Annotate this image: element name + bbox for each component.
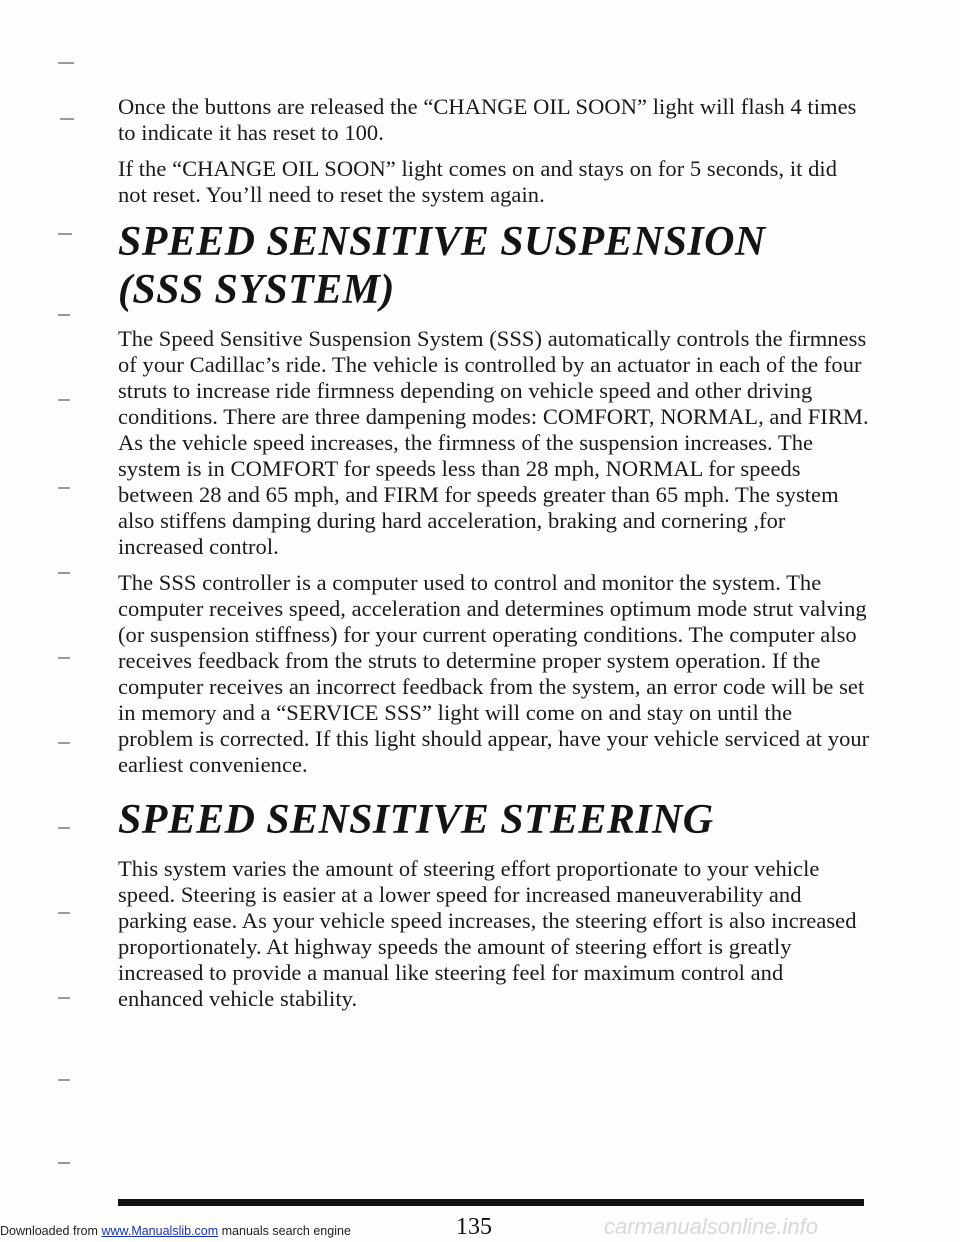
footer-prefix: Downloaded from [0, 1224, 102, 1238]
paragraph-sss-description: The Speed Sensitive Suspension System (SSS) automatically controls the firmness of your Cadillac’s ride. The vehicle is controlled by an actuator in each of the four struts to increase ride firmness depending on vehicle speed and other driving conditions. There are three dampening modes: COMFORT, NORMAL, and FIRM. As the vehicle speed increases, the firmness of the suspension increases. The system is in COMFORT for speeds less than 28 mph, NORMAL for speeds between 28 and 65 mph, and FIRM for speeds greater than 65 mph. The system also stiffens damping during hard acceleration, braking and cornering ,for increased control. [118, 326, 869, 559]
margin-tick [58, 487, 70, 489]
paragraph-oil-not-reset: If the “CHANGE OIL SOON” light comes on and stays on for 5 seconds, it did not reset. You’ll need to reset the system again. [118, 156, 837, 207]
page-number: 135 [456, 1214, 492, 1240]
margin-tick [58, 912, 70, 914]
paragraph-oil-reset: Once the buttons are released the “CHANGE OIL SOON” light will flash 4 times to indicate it has reset to 100. [118, 94, 857, 145]
margin-tick [60, 118, 74, 120]
page-content [118, 94, 870, 1022]
margin-tick [58, 1079, 70, 1081]
margin-tick [58, 314, 70, 316]
manualslib-link[interactable]: www.Manualslib.com [101, 1224, 219, 1238]
heading-line: (SSS SYSTEM) [118, 267, 395, 313]
margin-tick [58, 399, 70, 401]
download-footer [0, 1224, 351, 1238]
margin-tick [58, 1162, 70, 1164]
margin-tick [58, 233, 72, 235]
footer-suffix: manuals search engine [218, 1224, 351, 1238]
paragraph-sss-controller: The SSS controller is a computer used to control and monitor the system. The computer receives speed, acceleration and determines optimum mode strut valving (or suspension stiffness) for your current operating conditions. The computer also receives feedback from the struts to determine proper system operation. If the computer receives an incorrect feedback from the system, an error code will be set in memory and a “SERVICE SSS” light will come on and stay on until the problem is corrected. If this light should appear, have your vehicle serviced at your earliest convenience. [118, 570, 870, 777]
paragraph-steering-description: This system varies the amount of steering effort proportionate to your vehicle speed. Steering is easier at a lower speed for increased maneuverability and parking ease. As your vehicle speed increases, the steering effort is also increased proportionately. At highway speeds the amount of steering effort is greatly increased to provide a manual like steering feel for maximum control and enhanced vehicle stability. [118, 856, 857, 1011]
margin-tick [58, 742, 70, 744]
heading-line: SPEED SENSITIVE SUSPENSION [118, 219, 766, 265]
watermark-text: carmanualsonline.info [604, 1214, 819, 1239]
margin-tick [58, 997, 70, 999]
heading-speed-sensitive-steering: SPEED SENSITIVE STEERING [118, 797, 714, 843]
margin-tick [58, 657, 70, 659]
heading-speed-sensitive-suspension [118, 218, 870, 314]
margin-tick [58, 62, 74, 64]
footer-rule [118, 1199, 864, 1206]
margin-tick [58, 572, 70, 574]
margin-tick [58, 827, 70, 829]
